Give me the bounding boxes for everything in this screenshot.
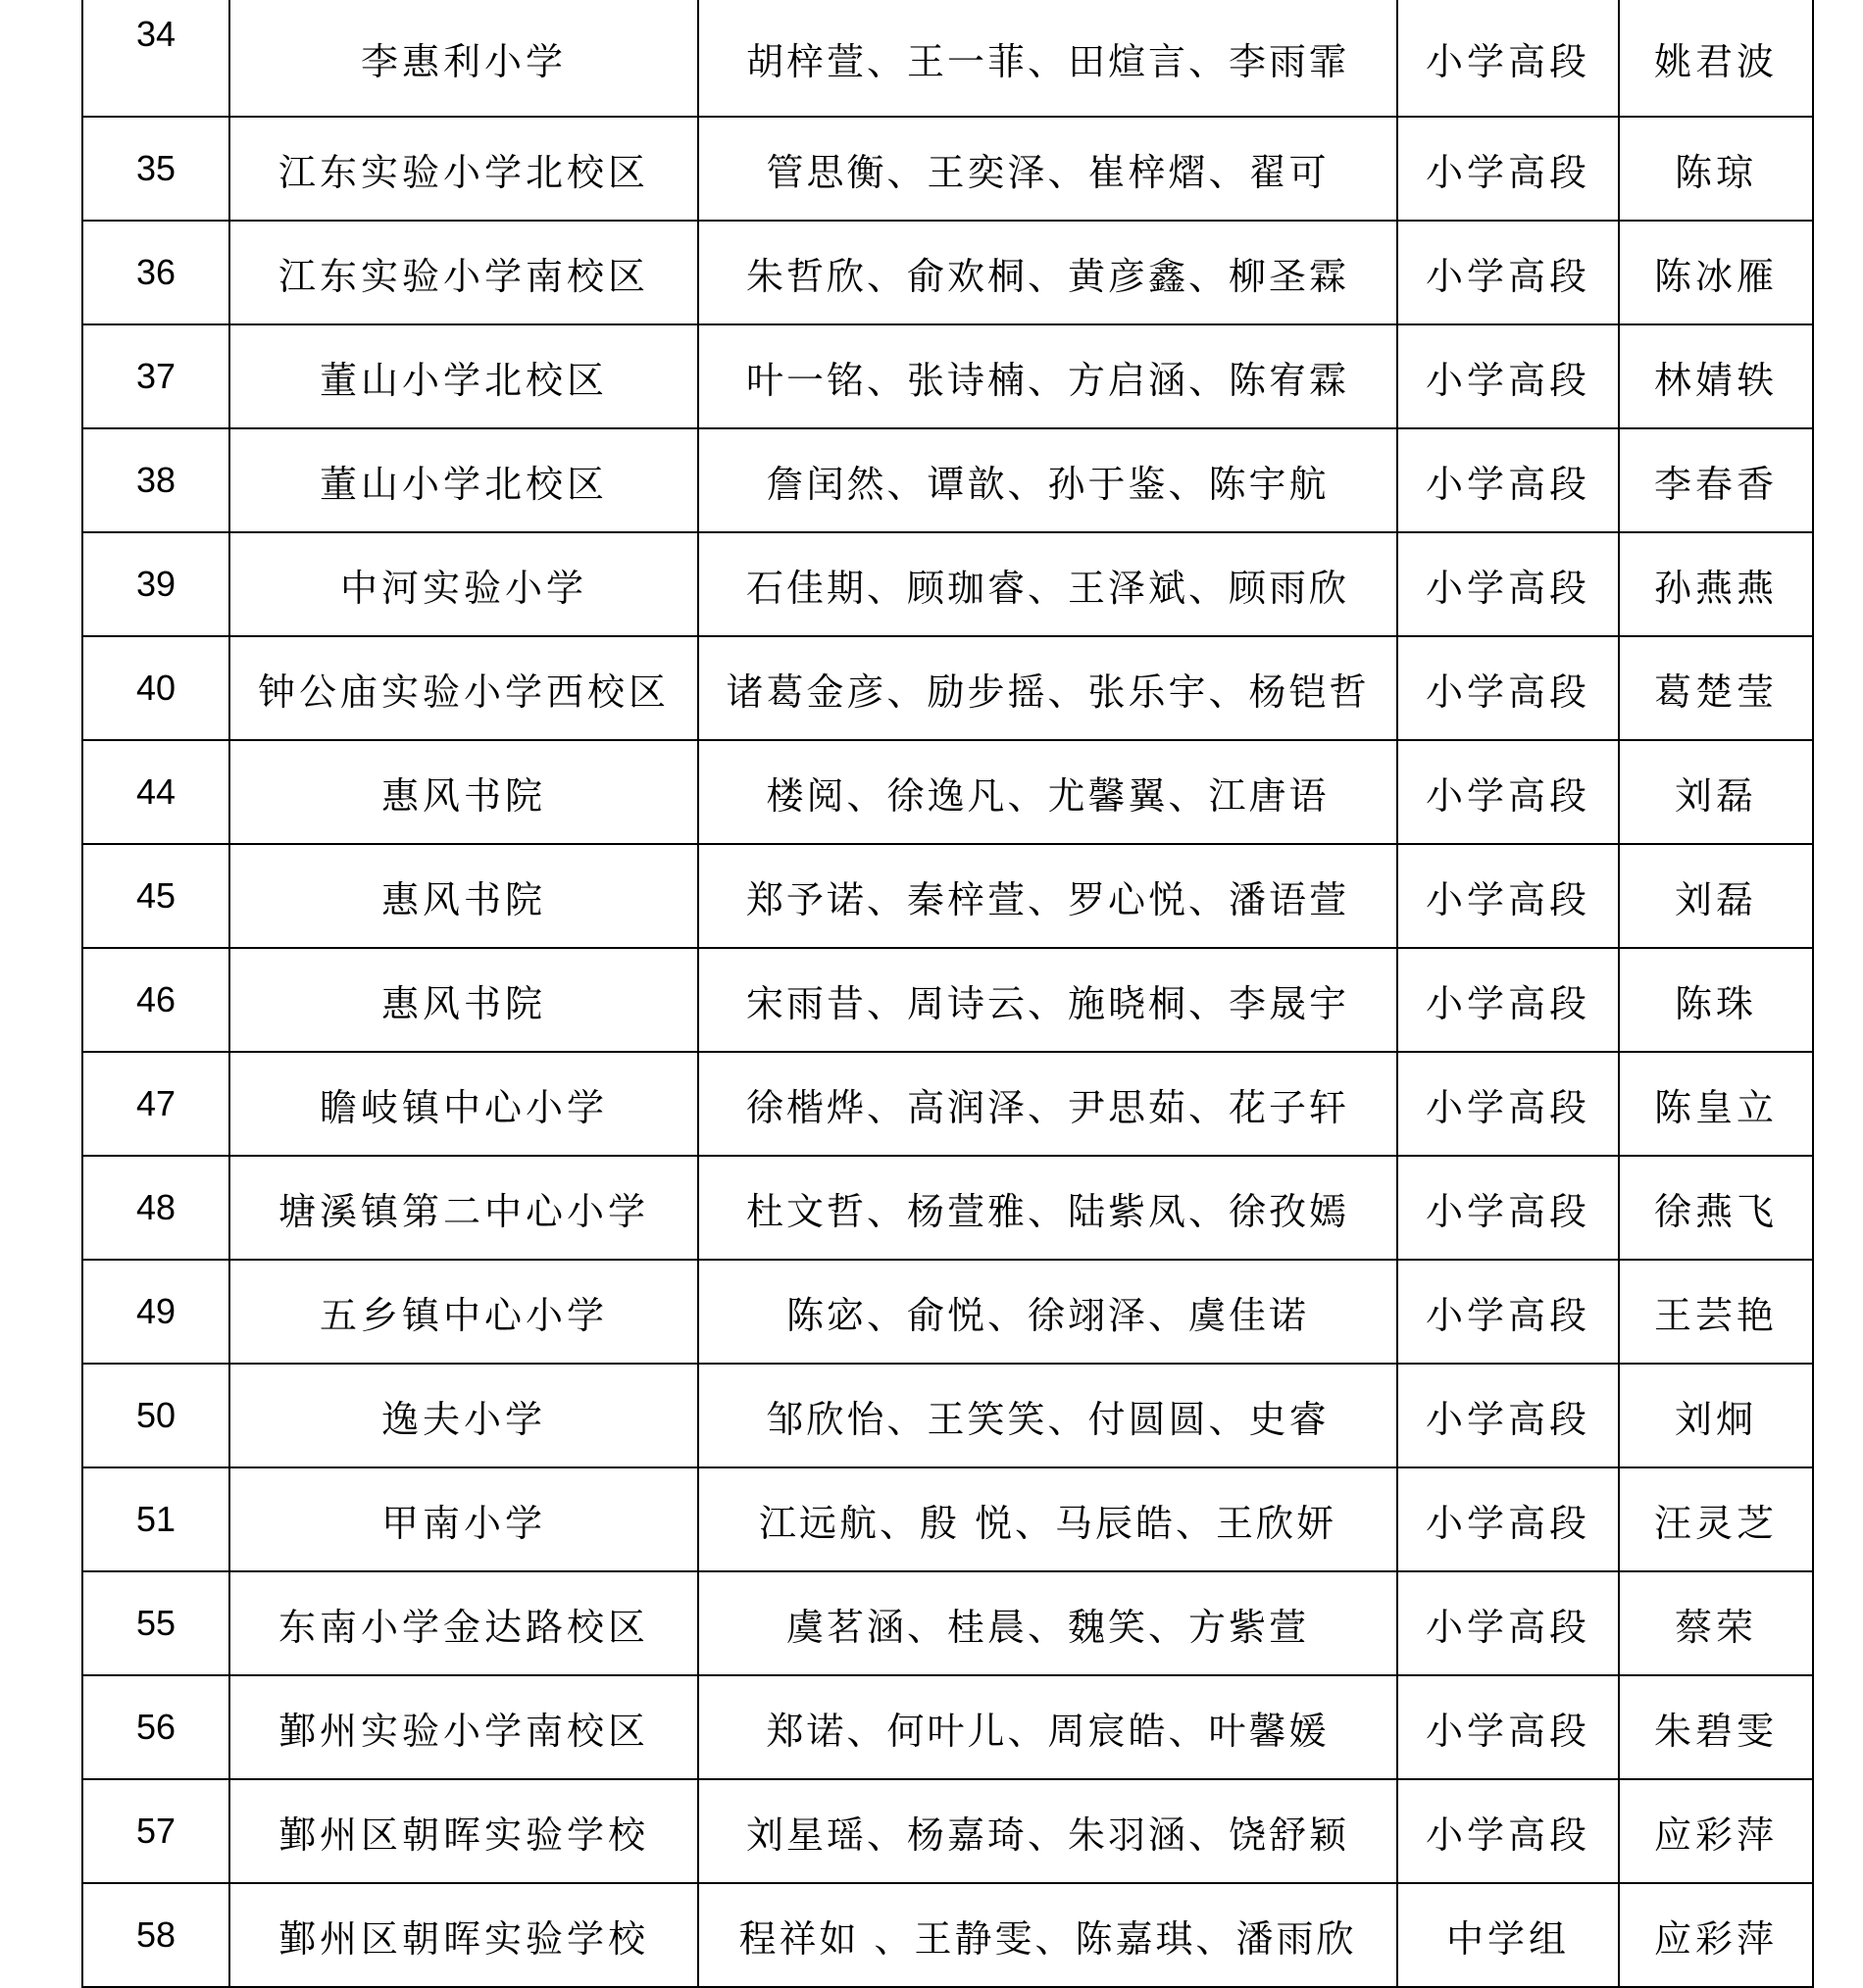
table-row	[82, 844, 1813, 948]
school-name: 惠风书院	[229, 844, 698, 948]
team-members: 朱哲欣、俞欢桐、黄彦鑫、柳圣霖	[698, 221, 1397, 324]
team-number: 45	[82, 844, 229, 948]
advisor-teacher: 孙燕燕	[1619, 532, 1813, 636]
competition-group: 小学高段	[1397, 636, 1619, 740]
table-row	[82, 1779, 1813, 1883]
advisor-teacher: 葛楚莹	[1619, 636, 1813, 740]
table-row	[82, 1052, 1813, 1156]
competition-group: 小学高段	[1397, 221, 1619, 324]
team-members: 程祥如 、王静雯、陈嘉琪、潘雨欣	[698, 1883, 1397, 1987]
table-row	[82, 117, 1813, 221]
table-row	[82, 1156, 1813, 1260]
team-members: 郑诺、何叶儿、周宸皓、叶馨媛	[698, 1675, 1397, 1779]
competition-group: 小学高段	[1397, 1156, 1619, 1260]
competition-group: 小学高段	[1397, 1675, 1619, 1779]
competition-group: 小学高段	[1397, 1052, 1619, 1156]
advisor-teacher: 徐燕飞	[1619, 1156, 1813, 1260]
school-name: 惠风书院	[229, 948, 698, 1052]
school-name: 鄞州区朝晖实验学校	[229, 1779, 698, 1883]
team-number: 58	[82, 1883, 229, 1987]
team-members: 邹欣怡、王笑笑、付圆圆、史睿	[698, 1364, 1397, 1467]
school-name: 鄞州实验小学南校区	[229, 1675, 698, 1779]
team-members: 宋雨昔、周诗云、施晓桐、李晟宇	[698, 948, 1397, 1052]
competition-group: 小学高段	[1397, 1364, 1619, 1467]
school-name: 东南小学金达路校区	[229, 1571, 698, 1675]
school-name: 瞻岐镇中心小学	[229, 1052, 698, 1156]
competition-group: 小学高段	[1397, 1571, 1619, 1675]
team-number: 34	[82, 0, 229, 117]
team-number: 47	[82, 1052, 229, 1156]
competition-group: 小学高段	[1397, 117, 1619, 221]
team-members: 楼阅、徐逸凡、尤馨翼、江唐语	[698, 740, 1397, 844]
advisor-teacher: 陈皇立	[1619, 1052, 1813, 1156]
table-row	[82, 636, 1813, 740]
school-name: 董山小学北校区	[229, 324, 698, 428]
table-row	[82, 948, 1813, 1052]
school-name: 塘溪镇第二中心小学	[229, 1156, 698, 1260]
competition-group: 小学高段	[1397, 428, 1619, 532]
school-name: 李惠利小学	[229, 0, 698, 117]
team-number: 55	[82, 1571, 229, 1675]
team-number: 46	[82, 948, 229, 1052]
competition-group: 小学高段	[1397, 324, 1619, 428]
team-members: 郑予诺、秦梓萱、罗心悦、潘语萱	[698, 844, 1397, 948]
team-number: 57	[82, 1779, 229, 1883]
team-number: 48	[82, 1156, 229, 1260]
table-row	[82, 0, 1813, 117]
competition-group: 小学高段	[1397, 948, 1619, 1052]
team-members: 詹闰然、谭歆、孙于鉴、陈宇航	[698, 428, 1397, 532]
advisor-teacher: 刘磊	[1619, 740, 1813, 844]
team-members: 徐楷烨、高润泽、尹思茹、花子轩	[698, 1052, 1397, 1156]
team-number: 56	[82, 1675, 229, 1779]
team-members: 虞茗涵、桂晨、魏笑、方紫萱	[698, 1571, 1397, 1675]
team-members: 叶一铭、张诗楠、方启涵、陈宥霖	[698, 324, 1397, 428]
table-row	[82, 1883, 1813, 1987]
team-number: 51	[82, 1467, 229, 1571]
advisor-teacher: 蔡荣	[1619, 1571, 1813, 1675]
advisor-teacher: 王芸艳	[1619, 1260, 1813, 1364]
team-number: 38	[82, 428, 229, 532]
competition-group: 小学高段	[1397, 1467, 1619, 1571]
team-members: 诸葛金彦、励步摇、张乐宇、杨铠哲	[698, 636, 1397, 740]
school-name: 江东实验小学北校区	[229, 117, 698, 221]
competition-group: 小学高段	[1397, 844, 1619, 948]
table-row	[82, 1675, 1813, 1779]
competition-group: 小学高段	[1397, 740, 1619, 844]
table-row	[82, 532, 1813, 636]
school-name: 江东实验小学南校区	[229, 221, 698, 324]
advisor-teacher: 陈冰雁	[1619, 221, 1813, 324]
team-number: 40	[82, 636, 229, 740]
table-row	[82, 1364, 1813, 1467]
advisor-teacher: 汪灵芝	[1619, 1467, 1813, 1571]
table-row	[82, 1260, 1813, 1364]
school-name: 钟公庙实验小学西校区	[229, 636, 698, 740]
advisor-teacher: 刘炯	[1619, 1364, 1813, 1467]
advisor-teacher: 李春香	[1619, 428, 1813, 532]
advisor-teacher: 陈珠	[1619, 948, 1813, 1052]
table-row	[82, 428, 1813, 532]
table-row	[82, 221, 1813, 324]
school-name: 惠风书院	[229, 740, 698, 844]
competition-group: 小学高段	[1397, 1779, 1619, 1883]
advisor-teacher: 刘磊	[1619, 844, 1813, 948]
school-name: 逸夫小学	[229, 1364, 698, 1467]
competition-group: 中学组	[1397, 1883, 1619, 1987]
team-members: 陈宓、俞悦、徐翊泽、虞佳诺	[698, 1260, 1397, 1364]
competition-group: 小学高段	[1397, 1260, 1619, 1364]
school-name: 董山小学北校区	[229, 428, 698, 532]
team-members: 石佳期、顾珈睿、王泽斌、顾雨欣	[698, 532, 1397, 636]
team-number: 37	[82, 324, 229, 428]
school-name: 鄞州区朝晖实验学校	[229, 1883, 698, 1987]
roster-body	[82, 0, 1813, 1987]
competition-group: 小学高段	[1397, 0, 1619, 117]
school-name: 五乡镇中心小学	[229, 1260, 698, 1364]
team-number: 39	[82, 532, 229, 636]
table-row	[82, 1467, 1813, 1571]
school-name: 甲南小学	[229, 1467, 698, 1571]
advisor-teacher: 林婧轶	[1619, 324, 1813, 428]
team-members: 刘星瑶、杨嘉琦、朱羽涵、饶舒颖	[698, 1779, 1397, 1883]
team-members: 杜文哲、杨萱雅、陆紫凤、徐孜嫣	[698, 1156, 1397, 1260]
competition-group: 小学高段	[1397, 532, 1619, 636]
team-number: 44	[82, 740, 229, 844]
team-members: 管思衡、王奕泽、崔梓熠、翟可	[698, 117, 1397, 221]
team-number: 36	[82, 221, 229, 324]
team-roster-table	[81, 0, 1814, 1988]
advisor-teacher: 应彩萍	[1619, 1779, 1813, 1883]
advisor-teacher: 应彩萍	[1619, 1883, 1813, 1987]
table-row	[82, 1571, 1813, 1675]
advisor-teacher: 姚君波	[1619, 0, 1813, 117]
advisor-teacher: 朱碧雯	[1619, 1675, 1813, 1779]
team-number: 50	[82, 1364, 229, 1467]
team-number: 35	[82, 117, 229, 221]
table-row	[82, 324, 1813, 428]
team-members: 胡梓萱、王一菲、田煊言、李雨霏	[698, 0, 1397, 117]
school-name: 中河实验小学	[229, 532, 698, 636]
team-members: 江远航、殷 悦、马辰皓、王欣妍	[698, 1467, 1397, 1571]
roster-sheet	[81, 0, 1812, 1988]
advisor-teacher: 陈琼	[1619, 117, 1813, 221]
table-row	[82, 740, 1813, 844]
team-number: 49	[82, 1260, 229, 1364]
